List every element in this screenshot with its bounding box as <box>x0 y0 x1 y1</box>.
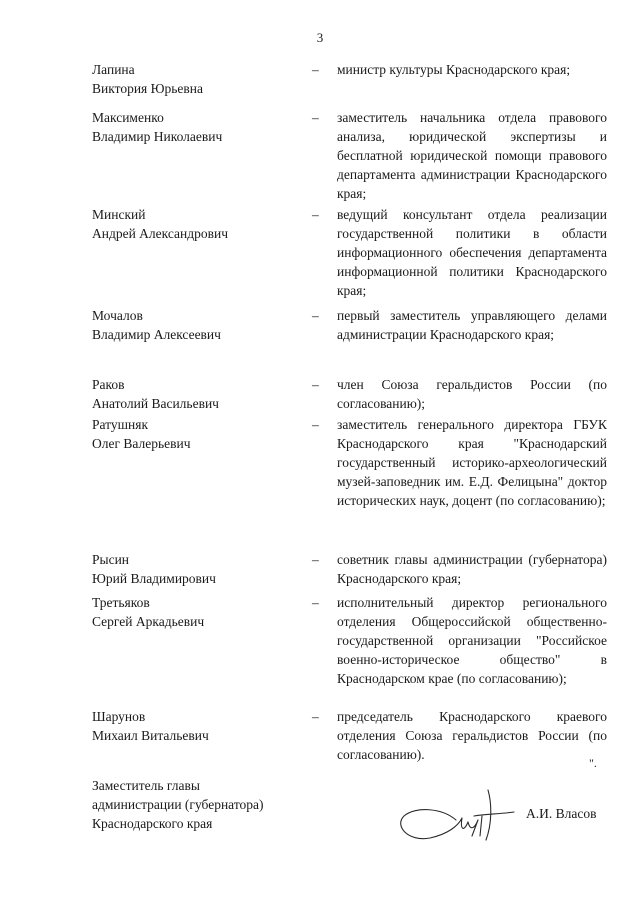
member-role: министр культуры Краснодарского края; <box>337 62 571 77</box>
member-given-names: Виктория Юрьевна <box>92 81 204 96</box>
member-surname: Шарунов <box>92 709 146 724</box>
member-role: исполнительный директор регионального отделения Общероссийской общественно-государственной организации "Российское военно-историческое общество" в Краснодарском крае (по согласованию); <box>337 595 607 686</box>
separator-dash: – <box>312 308 319 323</box>
member-name <box>92 415 292 453</box>
member-surname: Мочалов <box>92 308 143 323</box>
member-role: первый заместитель управляющего делами администрации Краснодарского края; <box>337 308 607 342</box>
separator-dash: – <box>312 709 319 724</box>
member-role: заместитель начальника отдела правового анализа, юридической экспертизы и бесплатной юридической помощи правового департамента администрации Краснодарского края; <box>337 110 607 201</box>
separator-dash: – <box>312 595 319 610</box>
member-given-names: Юрий Владимирович <box>92 571 216 586</box>
member-role: советник главы администрации (губернатора) Краснодарского края; <box>337 552 607 586</box>
signatory-title-line: Краснодарского края <box>92 816 213 831</box>
member-name <box>92 593 292 631</box>
member-surname: Третьяков <box>92 595 150 610</box>
member-role: член Союза геральдистов России (по согласованию); <box>337 377 607 411</box>
member-name <box>92 108 292 146</box>
signatory-title-line: администрации (губернатора) <box>92 797 264 812</box>
member-name <box>92 375 292 413</box>
separator-dash: – <box>312 62 319 77</box>
member-name <box>92 306 292 344</box>
member-role: председатель Краснодарского краевого отделения Союза геральдистов России (по согласованию). <box>337 709 607 762</box>
separator-dash: – <box>312 417 319 432</box>
member-given-names: Андрей Александрович <box>92 226 229 241</box>
member-surname: Ратушняк <box>92 417 149 432</box>
separator-dash: – <box>312 207 319 222</box>
member-given-names: Владимир Алексеевич <box>92 327 221 342</box>
member-given-names: Олег Валерьевич <box>92 436 191 451</box>
member-given-names: Владимир Николаевич <box>92 129 223 144</box>
member-surname: Лапина <box>92 62 135 77</box>
signatory-title <box>92 776 264 833</box>
signatory-title-line: Заместитель главы <box>92 778 200 793</box>
separator-dash: – <box>312 552 319 567</box>
member-given-names: Анатолий Васильевич <box>92 396 219 411</box>
member-role: заместитель генерального директора ГБУК Краснодарского края "Краснодарский государственный историко-археологический музей-заповедник им. Е.Д. Фелицына" доктор исторических наук, доцент (по согласованию); <box>337 417 607 508</box>
member-surname: Максименко <box>92 110 164 125</box>
member-surname: Минский <box>92 207 146 222</box>
member-name <box>92 205 292 243</box>
member-role: ведущий консультант отдела реализации государственной политики в области информационного обеспечения департамента информационной политики Краснодарского края; <box>337 207 607 298</box>
separator-dash: – <box>312 110 319 125</box>
member-name <box>92 60 292 98</box>
member-name <box>92 707 292 745</box>
member-surname: Раков <box>92 377 125 392</box>
separator-dash: – <box>312 377 319 392</box>
member-given-names: Сергей Аркадьевич <box>92 614 205 629</box>
member-name <box>92 550 292 588</box>
handwritten-signature <box>396 776 524 856</box>
closing-quote-mark: ". <box>589 756 597 770</box>
member-surname: Рысин <box>92 552 130 567</box>
page-number: 3 <box>316 30 324 45</box>
member-given-names: Михаил Витальевич <box>92 728 209 743</box>
signatory-name: А.И. Власов <box>526 806 597 821</box>
